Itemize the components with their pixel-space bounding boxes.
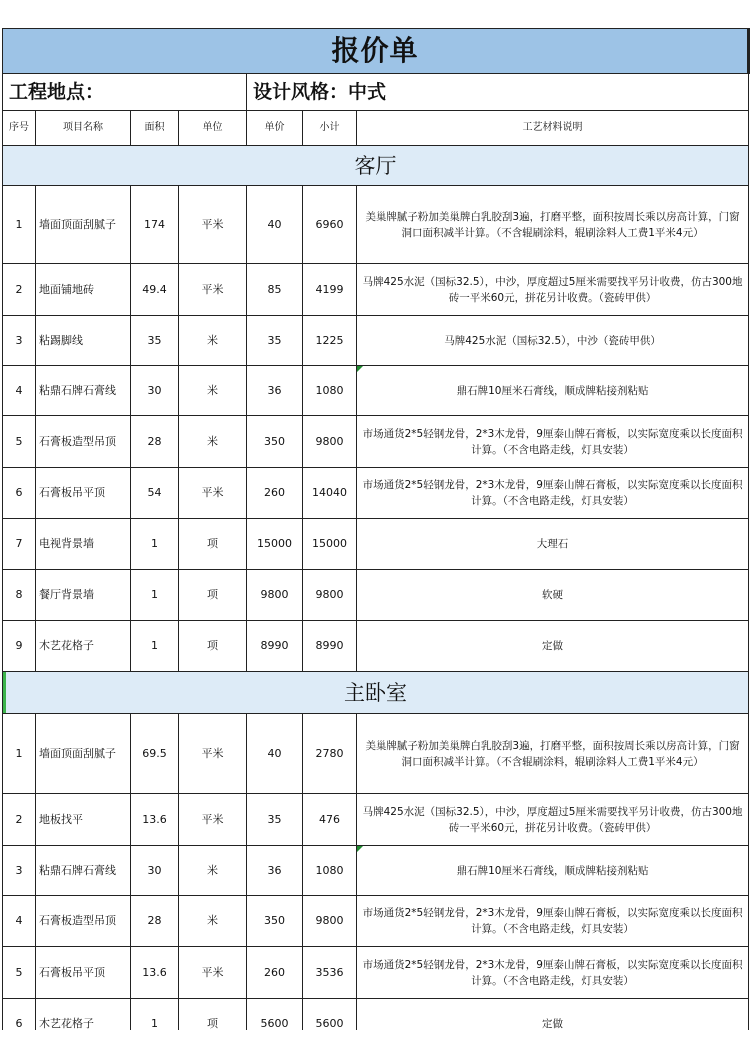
cell-name[interactable]: 墙面顶面刮腻子 [36, 186, 131, 264]
cell-unit[interactable]: 米 [179, 896, 247, 947]
header-unit: 单位 [179, 111, 247, 146]
cell-desc[interactable]: 市场通货2*5轻钢龙骨，2*3木龙骨，9厘泰山牌石膏板，以实际宽度乘以长度面积计算。（不含电路走线，灯具安装） [357, 947, 749, 999]
page-bottom-margin [0, 1030, 750, 1058]
cell-price[interactable]: 36 [247, 366, 303, 416]
cell-no[interactable]: 3 [3, 846, 36, 896]
cell-unit[interactable]: 平米 [179, 714, 247, 794]
cell-price[interactable]: 85 [247, 264, 303, 316]
cell-no[interactable]: 8 [3, 570, 36, 621]
cell-area[interactable]: 13.6 [131, 947, 179, 999]
cell-unit[interactable]: 平米 [179, 794, 247, 846]
cell-name[interactable]: 石膏板造型吊顶 [36, 896, 131, 947]
cell-desc[interactable]: 马牌425水泥（国标32.5），中沙（瓷砖甲供） [357, 316, 749, 366]
cell-no[interactable]: 2 [3, 794, 36, 846]
section-title[interactable]: 客厅 [3, 146, 749, 186]
project-location-label[interactable]: 工程地点： [3, 74, 247, 111]
cell-price[interactable]: 35 [247, 316, 303, 366]
table-row [3, 468, 749, 519]
cell-unit[interactable]: 米 [179, 416, 247, 468]
table-row [3, 366, 749, 416]
cell-name[interactable]: 地面铺地砖 [36, 264, 131, 316]
cell-desc[interactable]: 马牌425水泥（国标32.5），中沙，厚度超过5厘米需要找平另计收费，仿古300地砖一平米60元，拼花另计收费。（瓷砖甲供） [357, 794, 749, 846]
cell-subtotal[interactable]: 14040 [303, 468, 357, 519]
cell-subtotal[interactable]: 5600 [303, 999, 357, 1049]
quote-table [2, 28, 750, 1049]
cell-price[interactable]: 350 [247, 896, 303, 947]
table-row [3, 896, 749, 947]
cell-area[interactable]: 54 [131, 468, 179, 519]
header-name: 项目名称 [36, 111, 131, 146]
cell-unit[interactable]: 米 [179, 316, 247, 366]
cell-no[interactable]: 2 [3, 264, 36, 316]
header-desc: 工艺材料说明 [357, 111, 749, 146]
cell-price[interactable]: 15000 [247, 519, 303, 570]
title-row [3, 29, 749, 74]
cell-desc[interactable]: 鼎石牌10厘米石膏线，顺成牌粘接剂粘贴 [357, 846, 749, 896]
cell-subtotal[interactable]: 15000 [303, 519, 357, 570]
table-row [3, 570, 749, 621]
cell-area[interactable]: 69.5 [131, 714, 179, 794]
cell-area[interactable]: 28 [131, 896, 179, 947]
cell-area[interactable]: 1 [131, 621, 179, 672]
table-row [3, 714, 749, 794]
cell-desc[interactable]: 市场通货2*5轻钢龙骨，2*3木龙骨，9厘泰山牌石膏板，以实际宽度乘以长度面积计算。（不含电路走线，灯具安装） [357, 468, 749, 519]
cell-no[interactable]: 7 [3, 519, 36, 570]
cell-no[interactable]: 1 [3, 186, 36, 264]
cell-price[interactable]: 35 [247, 794, 303, 846]
page-title: 报价单 [3, 29, 749, 74]
cell-unit[interactable]: 项 [179, 999, 247, 1049]
header-price: 单价 [247, 111, 303, 146]
cell-name[interactable]: 粘鼎石牌石膏线 [36, 366, 131, 416]
header-no: 序号 [3, 111, 36, 146]
cell-name[interactable]: 电视背景墙 [36, 519, 131, 570]
cell-price[interactable]: 260 [247, 468, 303, 519]
table-row [3, 794, 749, 846]
cell-price[interactable]: 5600 [247, 999, 303, 1049]
cell-area[interactable]: 1 [131, 519, 179, 570]
cell-unit[interactable]: 项 [179, 570, 247, 621]
cell-no[interactable]: 4 [3, 896, 36, 947]
cell-subtotal[interactable]: 9800 [303, 896, 357, 947]
table-row [3, 947, 749, 999]
cell-no[interactable]: 9 [3, 621, 36, 672]
cell-desc[interactable]: 大理石 [357, 519, 749, 570]
cell-price[interactable]: 40 [247, 714, 303, 794]
table-row [3, 621, 749, 672]
cell-subtotal[interactable]: 9800 [303, 416, 357, 468]
cell-price[interactable]: 9800 [247, 570, 303, 621]
cell-subtotal[interactable]: 476 [303, 794, 357, 846]
cell-area[interactable]: 1 [131, 570, 179, 621]
cell-no[interactable]: 4 [3, 366, 36, 416]
section-title[interactable]: 主卧室 [3, 672, 749, 714]
table-row [3, 186, 749, 264]
cell-name[interactable]: 石膏板造型吊顶 [36, 416, 131, 468]
cell-name[interactable]: 粘鼎石牌石膏线 [36, 846, 131, 896]
cell-area[interactable]: 1 [131, 999, 179, 1049]
cell-area[interactable]: 30 [131, 846, 179, 896]
cell-price[interactable]: 36 [247, 846, 303, 896]
cell-desc[interactable]: 定做 [357, 999, 749, 1049]
cell-unit[interactable]: 平米 [179, 264, 247, 316]
cell-desc[interactable]: 定做 [357, 621, 749, 672]
cell-name[interactable]: 餐厅背景墙 [36, 570, 131, 621]
cell-subtotal[interactable]: 4199 [303, 264, 357, 316]
table-row [3, 846, 749, 896]
header-subtotal: 小计 [303, 111, 357, 146]
cell-price[interactable]: 8990 [247, 621, 303, 672]
info-row [3, 74, 749, 111]
table-row [3, 316, 749, 366]
cell-area[interactable]: 30 [131, 366, 179, 416]
cell-name[interactable]: 墙面顶面刮腻子 [36, 714, 131, 794]
cell-subtotal[interactable]: 1080 [303, 366, 357, 416]
cell-price[interactable]: 260 [247, 947, 303, 999]
cell-subtotal[interactable]: 9800 [303, 570, 357, 621]
cell-desc[interactable]: 美巢牌腻子粉加美巢牌白乳胶刮3遍，打磨平整，面积按周长乘以房高计算，门窗洞口面积减半计算。（不含辊刷涂料，辊刷涂料人工费1平米4元） [357, 714, 749, 794]
table-row [3, 519, 749, 570]
cell-subtotal[interactable]: 6960 [303, 186, 357, 264]
cell-name[interactable]: 木艺花格子 [36, 621, 131, 672]
cell-name[interactable]: 粘踢脚线 [36, 316, 131, 366]
cell-desc[interactable]: 软硬 [357, 570, 749, 621]
cell-area[interactable]: 13.6 [131, 794, 179, 846]
table-row [3, 264, 749, 316]
cell-no[interactable]: 1 [3, 714, 36, 794]
cell-desc[interactable]: 美巢牌腻子粉加美巢牌白乳胶刮3遍，打磨平整，面积按周长乘以房高计算，门窗洞口面积减半计算。（不含辊刷涂料，辊刷涂料人工费1平米4元） [357, 186, 749, 264]
cell-desc[interactable]: 市场通货2*5轻钢龙骨，2*3木龙骨，9厘泰山牌石膏板，以实际宽度乘以长度面积计算。（不含电路走线，灯具安装） [357, 896, 749, 947]
cell-unit[interactable]: 平米 [179, 186, 247, 264]
cell-unit[interactable]: 平米 [179, 947, 247, 999]
cell-name[interactable]: 石膏板吊平顶 [36, 947, 131, 999]
cell-no[interactable]: 3 [3, 316, 36, 366]
header-area: 面积 [131, 111, 179, 146]
cell-subtotal[interactable]: 1225 [303, 316, 357, 366]
cell-area[interactable]: 49.4 [131, 264, 179, 316]
cell-area[interactable]: 28 [131, 416, 179, 468]
cell-name[interactable]: 地板找平 [36, 794, 131, 846]
cell-unit[interactable]: 平米 [179, 468, 247, 519]
cell-unit[interactable]: 项 [179, 519, 247, 570]
section-header [3, 672, 749, 714]
cell-price[interactable]: 350 [247, 416, 303, 468]
cell-subtotal[interactable]: 2780 [303, 714, 357, 794]
cell-area[interactable]: 35 [131, 316, 179, 366]
cell-subtotal[interactable]: 3536 [303, 947, 357, 999]
cell-name[interactable]: 石膏板吊平顶 [36, 468, 131, 519]
design-style-label[interactable]: 设计风格：中式 [247, 74, 749, 111]
column-header-row [3, 111, 749, 146]
cell-subtotal[interactable]: 1080 [303, 846, 357, 896]
cell-name[interactable]: 木艺花格子 [36, 999, 131, 1049]
cell-desc[interactable]: 鼎石牌10厘米石膏线，顺成牌粘接剂粘贴 [357, 366, 749, 416]
cell-no[interactable]: 6 [3, 468, 36, 519]
cell-unit[interactable]: 米 [179, 366, 247, 416]
cell-desc[interactable]: 马牌425水泥（国标32.5），中沙，厚度超过5厘米需要找平另计收费，仿古300地砖一平米60元，拼花另计收费。（瓷砖甲供） [357, 264, 749, 316]
cell-no[interactable]: 6 [3, 999, 36, 1049]
cell-unit[interactable]: 米 [179, 846, 247, 896]
cell-price[interactable]: 40 [247, 186, 303, 264]
cell-subtotal[interactable]: 8990 [303, 621, 357, 672]
cell-no[interactable]: 5 [3, 416, 36, 468]
quote-sheet [2, 28, 748, 1049]
cell-no[interactable]: 5 [3, 947, 36, 999]
table-row [3, 416, 749, 468]
cell-unit[interactable]: 项 [179, 621, 247, 672]
cell-area[interactable]: 174 [131, 186, 179, 264]
cell-desc[interactable]: 市场通货2*5轻钢龙骨，2*3木龙骨，9厘泰山牌石膏板，以实际宽度乘以长度面积计算。（不含电路走线，灯具安装） [357, 416, 749, 468]
section-header [3, 146, 749, 186]
